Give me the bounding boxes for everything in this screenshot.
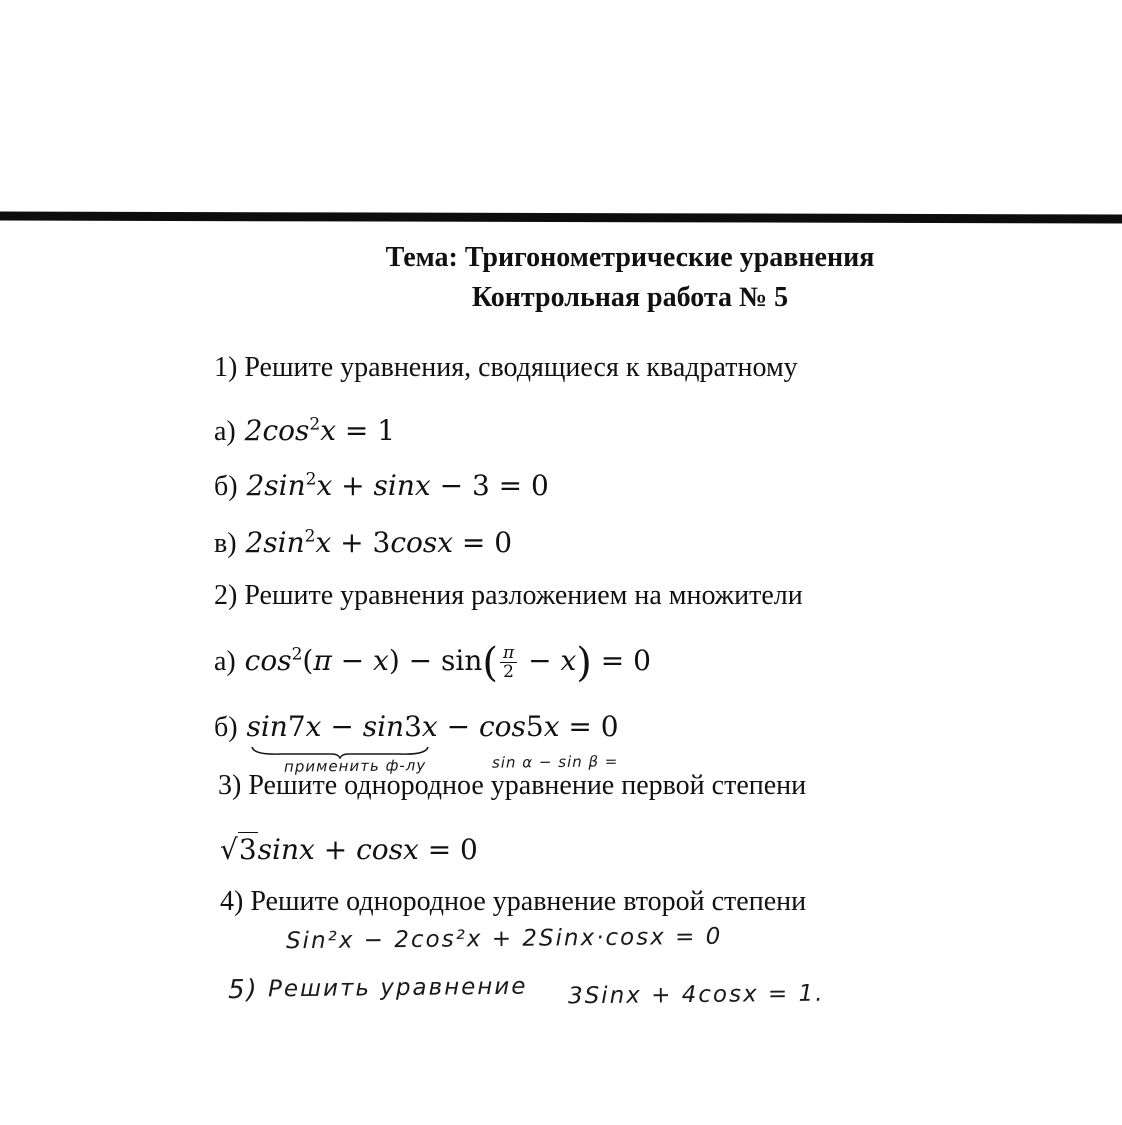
handwritten-item-5-equation: 3Sinx + 4cosx = 1. <box>567 980 825 1010</box>
equation-label: б) <box>214 712 238 743</box>
equation-3: √3sinx + cosx = 0 <box>220 833 478 866</box>
equation-2b: б) sin7x − sin3x − cos5x = 0 <box>214 710 619 743</box>
handwritten-note-apply-formula: применить ф-лу <box>283 756 427 776</box>
section-3-heading: 3) Решите однородное уравнение первой степени <box>218 770 807 801</box>
handwritten-note-sine-difference: sin α − sin β = <box>491 752 619 772</box>
fraction-pi-over-2: $\frac{\pi}{2}$ <box>500 644 517 681</box>
handwritten-equation-4: Sin²x − 2cos²x + 2Sinx·cosx = 0 <box>285 923 723 955</box>
section-2-heading: 2) Решите уравнения разложением на множители <box>214 580 803 611</box>
equation-1c: в) $2\sin^2x + 3\cos x = 0$ <box>214 526 513 559</box>
handwritten-item-5-text: Решить уравнение <box>267 973 528 1003</box>
section-4-heading: 4) Решите однородное уравнение второй степени <box>220 886 807 917</box>
equation-1a: а) $2\cos^2x = 1$ <box>214 414 396 447</box>
equation-label: в) <box>214 528 237 559</box>
top-rule <box>0 212 1122 224</box>
test-title: Контрольная работа № 5 <box>471 282 789 313</box>
topic-title: Тема: Тригонометрические уравнения <box>385 242 875 273</box>
equation-1b: б) $2\sin^2x + \sin x - 3 = 0$ <box>214 469 549 502</box>
handwritten-item-5-number: 5) <box>227 974 259 1006</box>
equation-label: а) <box>214 416 236 447</box>
square-root-3: 3 <box>238 833 257 866</box>
equation-2a: а) $\cos^2(\pi - x) - \sin$( $\frac{\pi}{2}$ − x) = 0 <box>214 640 651 686</box>
equation-label: а) <box>214 646 236 677</box>
equation-label: б) <box>214 471 238 502</box>
section-1-heading: 1) Решите уравнения, сводящиеся к квадратному <box>214 352 798 383</box>
